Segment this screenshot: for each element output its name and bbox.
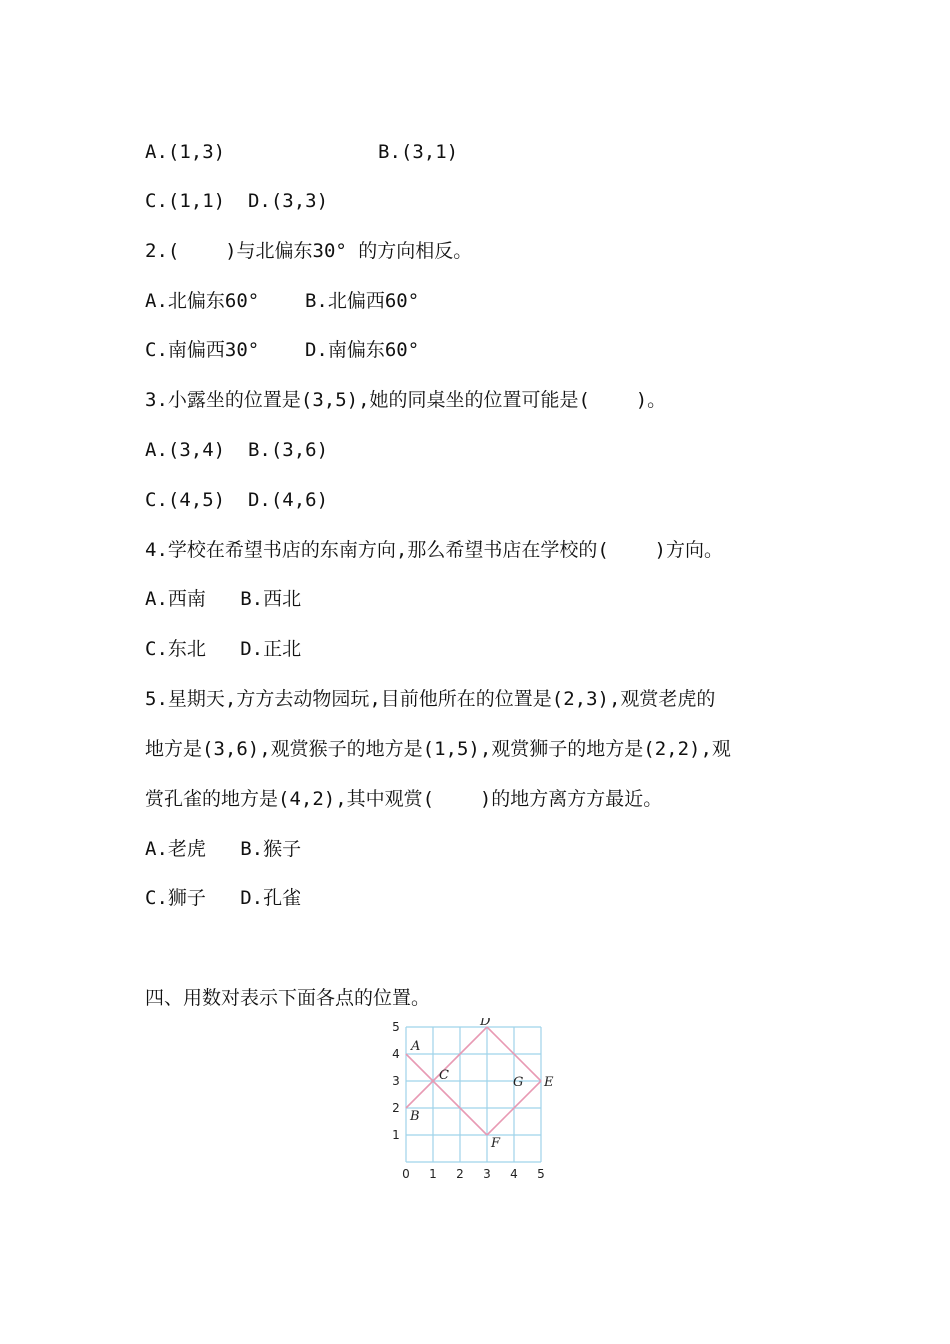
q1-options-cd: C.(1,1) D.(3,3) bbox=[145, 190, 329, 212]
x-tick-label: 0 bbox=[402, 1167, 410, 1181]
q1-option-b: B.(3,1) bbox=[378, 141, 459, 163]
segment-BC bbox=[406, 1081, 433, 1108]
x-tick-label: 4 bbox=[510, 1167, 518, 1181]
q2-options-cd: C.南偏西30° D.南偏东60° bbox=[145, 339, 420, 361]
point-label-F: F bbox=[491, 1136, 501, 1151]
q3-options-cd: C.(4,5) D.(4,6) bbox=[145, 489, 329, 511]
segment-AC bbox=[406, 1054, 433, 1081]
q2-options-ab: A.北偏东60° B.北偏西60° bbox=[145, 290, 420, 312]
y-tick-label: 2 bbox=[392, 1101, 400, 1115]
point-label-D: D bbox=[480, 1018, 491, 1029]
y-tick-label: 5 bbox=[392, 1020, 400, 1034]
x-tick-label: 3 bbox=[483, 1167, 491, 1181]
q5-stem-line2: 地方是(3,6),观赏猴子的地方是(1,5),观赏狮子的地方是(2,2),观 bbox=[145, 738, 731, 760]
q4-options-cd: C.东北 D.正北 bbox=[145, 638, 302, 660]
q3-stem: 3.小露坐的位置是(3,5),她的同桌坐的位置可能是( )。 bbox=[145, 389, 667, 411]
section-4-heading: 四、用数对表示下面各点的位置。 bbox=[145, 987, 431, 1009]
q5-stem-line3: 赏孔雀的地方是(4,2),其中观赏( )的地方离方方最近。 bbox=[145, 788, 663, 810]
x-tick-label: 2 bbox=[456, 1167, 464, 1181]
x-tick-label: 1 bbox=[429, 1167, 437, 1181]
point-label-E: E bbox=[544, 1075, 554, 1090]
q2-stem: 2.( )与北偏东30° 的方向相反。 bbox=[145, 240, 473, 262]
q4-options-ab: A.西南 B.西北 bbox=[145, 588, 302, 610]
point-label-G: G bbox=[513, 1075, 524, 1090]
q4-stem: 4.学校在希望书店的东南方向,那么希望书店在学校的( )方向。 bbox=[145, 539, 723, 561]
q5-options-cd: C.狮子 D.孔雀 bbox=[145, 887, 302, 909]
coordinate-grid-svg bbox=[388, 1018, 558, 1183]
q5-options-ab: A.老虎 B.猴子 bbox=[145, 838, 302, 860]
x-tick-label: 5 bbox=[537, 1167, 545, 1181]
q5-stem-line1: 5.星期天,方方去动物园玩,目前他所在的位置是(2,3),观赏老虎的 bbox=[145, 688, 716, 710]
point-label-A: A bbox=[411, 1039, 421, 1054]
q1-option-a: A.(1,3) bbox=[145, 141, 226, 163]
point-label-B: B bbox=[410, 1109, 420, 1124]
q3-options-ab: A.(3,4) B.(3,6) bbox=[145, 439, 329, 461]
y-tick-label: 4 bbox=[392, 1047, 400, 1061]
coordinate-grid-figure bbox=[388, 1018, 558, 1183]
y-tick-label: 3 bbox=[392, 1074, 400, 1088]
y-tick-label: 1 bbox=[392, 1128, 400, 1142]
point-label-C: C bbox=[439, 1068, 449, 1083]
